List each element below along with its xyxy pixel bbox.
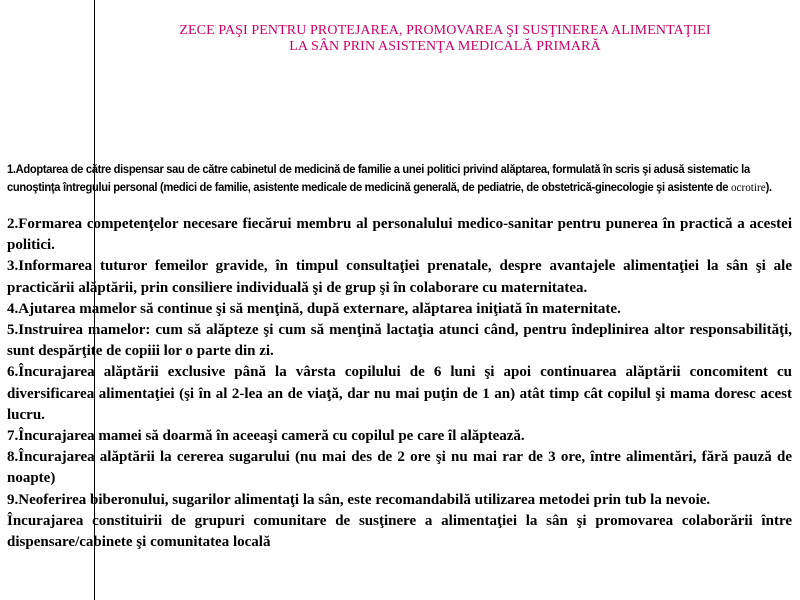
step-6: 6.Încurajarea alăptării exclusive până la vârsta copilului de 6 luni şi apoi continuarea alăptării concomitent cu diversificarea alimentaţiei (şi în al 2-lea an de viaţă, dar nu mai puţin de 1 an) atât timp cât copilul şi mama doresc acest lucru. — [7, 364, 792, 423]
step-10: Încurajarea constituirii de grupuri comunitare de susţinere a alimentaţiei la sân şi promovarea colaborării între dispensare/cabinete şi comunitatea locală — [7, 512, 792, 551]
step-8: 8.Încurajarea alăptării la cererea sugarului (nu mai des de 2 ore şi nu mai rar de 3 ore, între alimentări, fără pauză de noapte) — [7, 449, 792, 487]
step-1-end: ). — [765, 179, 772, 194]
step-3: 3.Informarea tuturor femeilor gravide, în timpul consultaţiei prenatale, despre avantajele alimentaţiei la sân şi ale practicării alăptării, prin consiliere individuală şi de grup şi în colaborare cu maternitatea. — [7, 258, 792, 296]
step-1-tail: ocrotire — [730, 179, 766, 194]
step-9: 9.Neoferirea biberonului, sugarilor alimentaţi la sân, este recomandabilă utilizarea metodei prin tub la nevoie. — [7, 491, 711, 508]
step-5: 5.Instruirea mamelor: cum să alăpteze şi cum să menţină lactaţia atunci când, pentru îndeplinirea altor responsabilităţi, sunt despărţite de copiii lor o parte din zi. — [7, 322, 792, 360]
steps-list — [7, 214, 792, 553]
document-title — [100, 23, 790, 55]
step-1-text: 1.Adoptarea de către dispensar sau de către cabinetul de medicină de familie a unei politici privind alăptarea, formulată în scris şi adusă sistematic la cunoştinţa întregului personal (medici de familie, asistente medicale de medicină generală, de pediatrie, de obstetrică-ginecologie şi asistente de — [7, 162, 750, 194]
step-1 — [7, 161, 793, 196]
title-line-2: LA SÂN PRIN ASISTENŢA MEDICALĂ PRIMARĂ — [289, 39, 601, 54]
step-2: 2.Formarea competenţelor necesare fiecărui membru al personalului medico-sanitar pentru punerea în practică a acestei politici. — [7, 216, 792, 254]
title-line-1: ZECE PAŞI PENTRU PROTEJAREA, PROMOVAREA ŞI SUSŢINEREA ALIMENTAŢIEI — [179, 23, 711, 38]
step-4: 4.Ajutarea mamelor să continue şi să menţină, după externare, alăptarea iniţiată în maternitate. — [7, 300, 621, 317]
step-7: 7.Încurajarea mamei să doarmă în aceeaşi cameră cu copilul pe care îl alăptează. — [7, 428, 525, 445]
